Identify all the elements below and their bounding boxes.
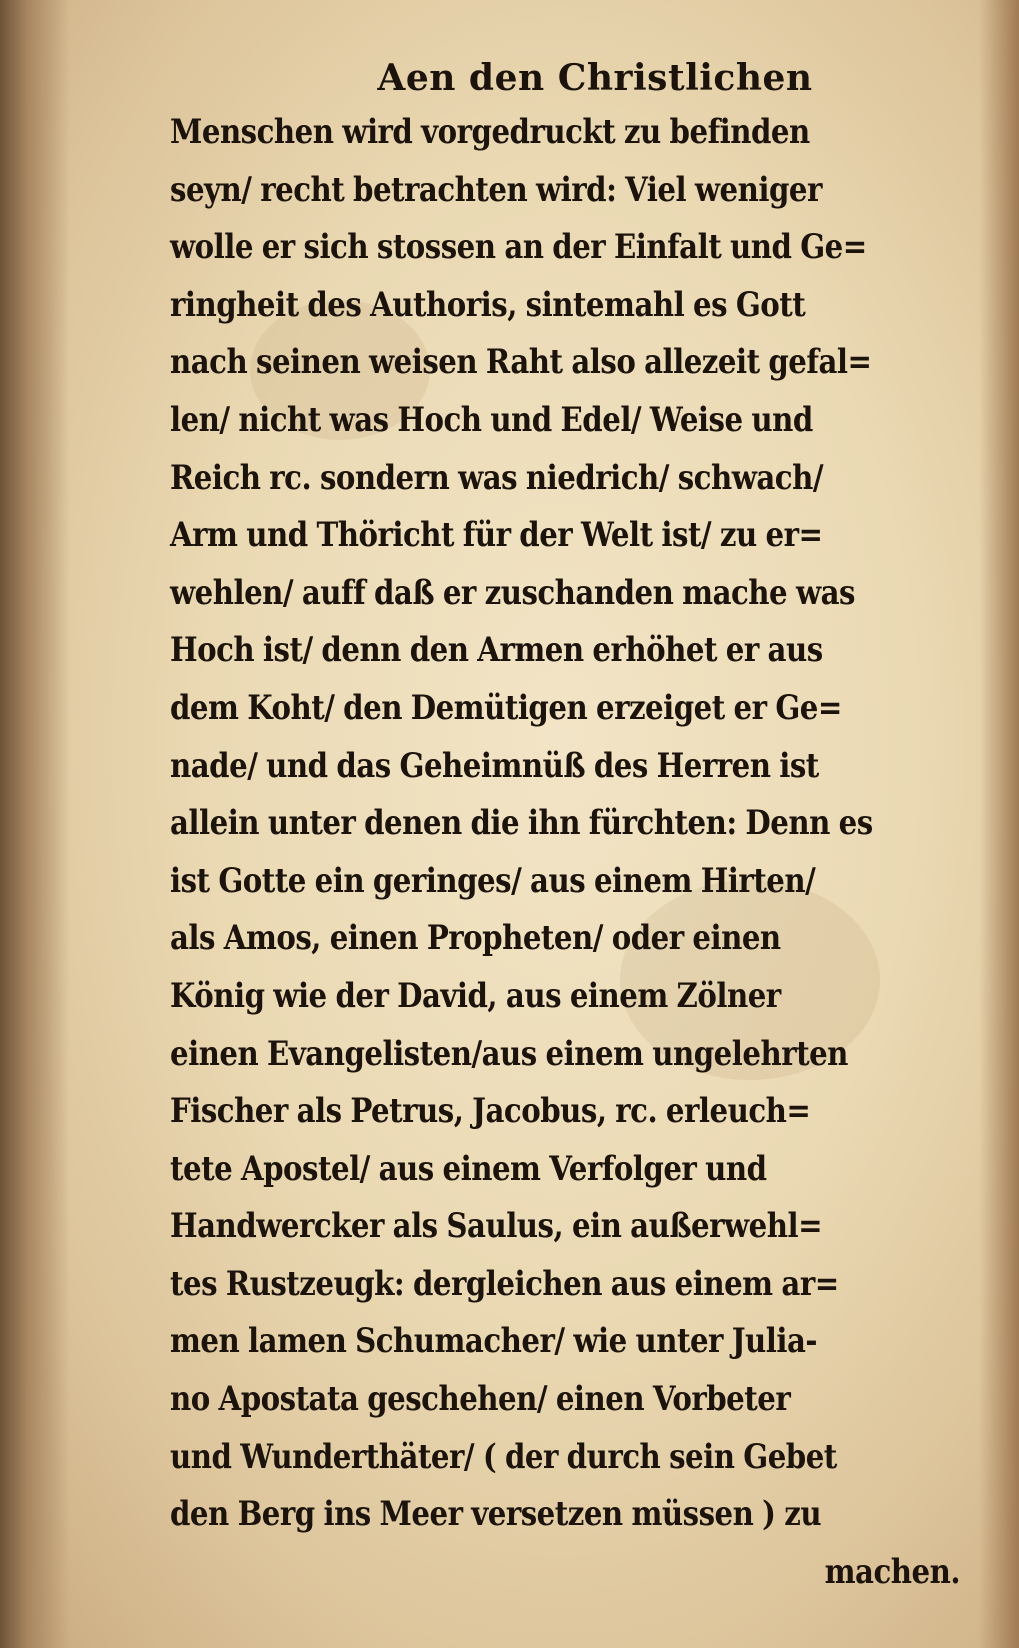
- text-line: wehlen/ auff daß er zuschanden mache was: [170, 572, 855, 613]
- running-header: Aen den Christlichen: [377, 57, 813, 99]
- page-text: [170, 52, 960, 1601]
- body-text: [170, 104, 960, 1601]
- text-line: König wie der David, aus einem Zölner: [170, 975, 781, 1016]
- catchword: machen.: [824, 1551, 960, 1592]
- text-line: wolle er sich stossen an der Einfalt und Ge=: [170, 227, 867, 268]
- text-line: Menschen wird vorgedruckt zu befinden: [170, 112, 810, 152]
- text-line: dem Koht/ den Demütigen erzeiget er Ge=: [170, 687, 842, 728]
- text-line: len/ nicht was Hoch und Edel/ Weise und: [170, 399, 813, 440]
- text-line: Handwercker als Saulus, ein außerwehl=: [170, 1206, 823, 1247]
- text-line: einen Evangelisten/aus einem ungelehrten: [170, 1033, 848, 1074]
- text-line: nade/ und das Geheimnüß des Herren ist: [170, 745, 819, 786]
- text-line: men lamen Schumacher/ wie unter Julia-: [170, 1321, 818, 1362]
- text-line: den Berg ins Meer versetzen müssen ) zu: [170, 1494, 822, 1535]
- text-line: ist Gotte ein geringes/ aus einem Hirten/: [170, 860, 816, 901]
- text-line: Reich rc. sondern was niedrich/ schwach/: [170, 457, 823, 498]
- text-line: Fischer als Petrus, Jacobus, rc. erleuch=: [170, 1091, 811, 1132]
- page-edge-shadow: [979, 0, 1019, 1648]
- text-line: und Wunderthäter/ ( der durch sein Gebet: [170, 1436, 837, 1477]
- page-gutter-shadow: [0, 0, 70, 1648]
- text-line: seyn/ recht betrachten wird: Viel weniger: [170, 169, 822, 210]
- text-line: tes Rustzeugk: dergleichen aus einem ar=: [170, 1263, 839, 1304]
- text-line: tete Apostel/ aus einem Verfolger und: [170, 1148, 767, 1189]
- text-line: allein unter denen die ihn fürchten: Denn es: [170, 803, 873, 844]
- text-line: Arm und Thöricht für der Welt ist/ zu er=: [170, 515, 823, 556]
- text-line: als Amos, einen Propheten/ oder einen: [170, 918, 781, 959]
- text-line: nach seinen weisen Raht also allezeit gefal=: [170, 342, 872, 383]
- text-line: ringheit des Authoris, sintemahl es Gott: [170, 284, 806, 325]
- text-line: Hoch ist/ denn den Armen erhöhet er aus: [170, 630, 823, 671]
- text-line: no Apostata geschehen/ einen Vorbeter: [170, 1379, 791, 1420]
